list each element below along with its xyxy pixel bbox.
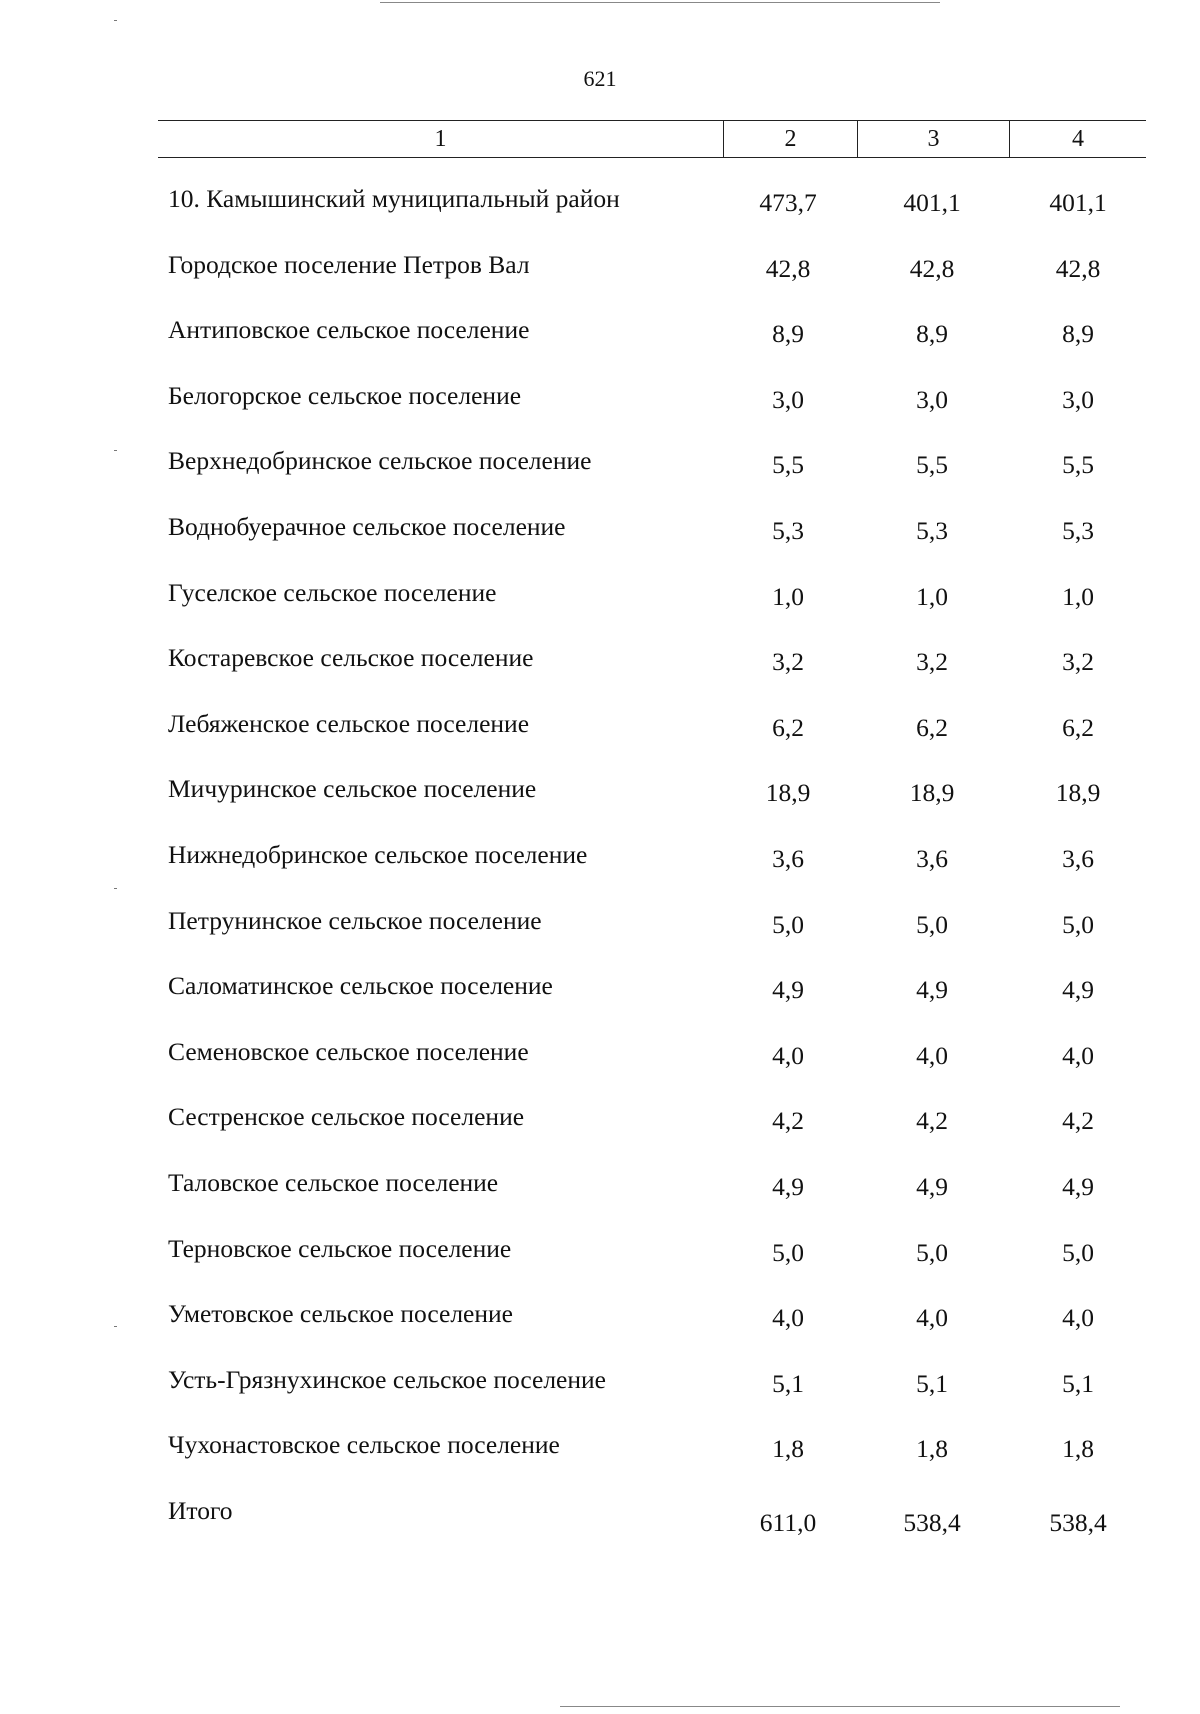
- row-name: Чухонастовское сельское поселение: [168, 1430, 560, 1460]
- row-value-col4: 5,0: [1062, 909, 1094, 939]
- row-value-col3: 5,5: [916, 450, 948, 480]
- row-value-col4: 18,9: [1055, 778, 1101, 808]
- row-value-col3: 4,0: [916, 1303, 948, 1333]
- row-value-col4: 8,9: [1062, 319, 1094, 349]
- row-value-col4: 1,0: [1062, 581, 1094, 611]
- table-row: [0, 1416, 1200, 1482]
- row-value-col3: 401,1: [903, 188, 961, 217]
- row-value-col4: 3,0: [1062, 384, 1094, 414]
- edge-mark: [114, 20, 117, 21]
- row-value-col2: 3,6: [772, 843, 804, 873]
- row-value-col4: 401,1: [1049, 188, 1107, 217]
- row-name: Мичуринское сельское поселение: [168, 774, 537, 804]
- row-name: Петрунинское сельское поселение: [168, 905, 542, 935]
- row-value-col3: 1,0: [916, 581, 948, 611]
- row-value-col3: 5,0: [916, 1237, 948, 1267]
- row-name: Сестренское сельское поселение: [168, 1102, 525, 1132]
- table-body: [0, 170, 1200, 1547]
- row-value-col3: 1,8: [916, 1434, 948, 1464]
- row-value-col4: 4,0: [1062, 1303, 1094, 1333]
- table-row: [0, 1023, 1200, 1089]
- row-value-col2: 42,8: [765, 253, 811, 283]
- column-header-1: 1: [158, 121, 724, 157]
- table-row: [0, 826, 1200, 892]
- row-name: Антиповское сельское поселение: [168, 315, 530, 345]
- row-name: Усть-Грязнухинское сельское поселение: [168, 1364, 606, 1394]
- row-value-col2: 4,9: [772, 1171, 804, 1201]
- table-row: [0, 498, 1200, 564]
- row-value-col2: 5,1: [772, 1368, 804, 1398]
- table-row: [0, 170, 1200, 236]
- row-value-col2: 4,9: [772, 975, 804, 1005]
- row-value-col4: 5,0: [1062, 1237, 1094, 1267]
- row-value-col2: 5,0: [772, 1237, 804, 1267]
- row-value-col3: 4,9: [916, 1171, 948, 1201]
- row-value-col4: 4,0: [1062, 1040, 1094, 1070]
- table-row: [0, 892, 1200, 958]
- row-name: Лебяженское сельское поселение: [168, 708, 530, 738]
- row-value-col3: 42,8: [909, 253, 955, 283]
- row-name: Воднобуерачное сельское поселение: [168, 511, 566, 541]
- row-value-col2: 4,0: [772, 1040, 804, 1070]
- row-value-col3: 18,9: [909, 778, 955, 808]
- row-value-col3: 5,1: [916, 1368, 948, 1398]
- row-value-col2: 3,2: [772, 647, 804, 677]
- row-name: Костаревское сельское поселение: [168, 643, 534, 673]
- row-name: Городское поселение Петров Вал: [168, 249, 530, 279]
- row-name: 10. Камышинский муниципальный район: [168, 184, 620, 213]
- row-value-col3: 4,2: [916, 1106, 948, 1136]
- row-value-col4: 1,8: [1062, 1434, 1094, 1464]
- row-value-col4: 5,3: [1062, 515, 1094, 545]
- row-value-col2: 1,8: [772, 1434, 804, 1464]
- row-value-col2: 5,3: [772, 515, 804, 545]
- row-value-col4: 3,6: [1062, 843, 1094, 873]
- row-value-col2: 18,9: [765, 778, 811, 808]
- table-row: [0, 1154, 1200, 1220]
- table-row: [0, 957, 1200, 1023]
- row-value-col4: 4,2: [1062, 1106, 1094, 1136]
- row-name: Итого: [168, 1495, 233, 1525]
- row-value-col2: 611,0: [759, 1507, 817, 1537]
- table-row: [0, 564, 1200, 630]
- table-row: [0, 301, 1200, 367]
- row-value-col2: 4,0: [772, 1303, 804, 1333]
- row-value-col3: 538,4: [903, 1507, 961, 1537]
- table-row: [0, 760, 1200, 826]
- scan-artifact-top: [380, 2, 940, 3]
- table-row: [0, 1220, 1200, 1286]
- row-value-col3: 5,3: [916, 515, 948, 545]
- row-name: Гуселское сельское поселение: [168, 577, 497, 607]
- row-name: Уметовское сельское поселение: [168, 1299, 513, 1329]
- column-header-3: 3: [858, 121, 1010, 157]
- row-value-col3: 8,9: [916, 319, 948, 349]
- row-name: Семеновское сельское поселение: [168, 1036, 529, 1066]
- table-row-total: [0, 1482, 1200, 1548]
- table-row: [0, 1088, 1200, 1154]
- row-name: Верхнедобринское сельское поселение: [168, 446, 592, 476]
- table-row: [0, 432, 1200, 498]
- row-value-col2: 6,2: [772, 712, 804, 742]
- row-value-col4: 6,2: [1062, 712, 1094, 742]
- table-row: [0, 1351, 1200, 1417]
- table-header: [158, 120, 1146, 158]
- row-value-col3: 3,2: [916, 647, 948, 677]
- page-number: 621: [583, 66, 617, 91]
- column-header-4: 4: [1072, 125, 1084, 152]
- scan-artifact-bottom: [560, 1706, 1120, 1707]
- row-name: Саломатинское сельское поселение: [168, 971, 553, 1001]
- row-value-col3: 6,2: [916, 712, 948, 742]
- row-value-col4: 5,1: [1062, 1368, 1094, 1398]
- row-value-col3: 3,6: [916, 843, 948, 873]
- row-value-col4: 4,9: [1062, 1171, 1094, 1201]
- table-row: [0, 695, 1200, 761]
- table-row: [0, 629, 1200, 695]
- row-value-col2: 3,0: [772, 384, 804, 414]
- row-value-col4: 3,2: [1062, 647, 1094, 677]
- row-name: Терновское сельское поселение: [168, 1233, 512, 1263]
- table-row: [0, 367, 1200, 433]
- row-value-col4: 42,8: [1055, 253, 1101, 283]
- row-value-col2: 4,2: [772, 1106, 804, 1136]
- row-value-col2: 473,7: [759, 188, 817, 217]
- row-value-col2: 5,5: [772, 450, 804, 480]
- row-value-col3: 5,0: [916, 909, 948, 939]
- row-value-col4: 4,9: [1062, 975, 1094, 1005]
- table-row: [0, 236, 1200, 302]
- row-name: Белогорское сельское поселение: [168, 380, 522, 410]
- row-value-col2: 8,9: [772, 319, 804, 349]
- column-header-2: 2: [724, 121, 858, 157]
- row-value-col4: 538,4: [1049, 1507, 1107, 1537]
- row-value-col3: 4,0: [916, 1040, 948, 1070]
- row-name: Таловское сельское поселение: [168, 1167, 499, 1197]
- row-value-col3: 4,9: [916, 975, 948, 1005]
- row-name: Нижнедобринское сельское поселение: [168, 839, 588, 869]
- table-row: [0, 1285, 1200, 1351]
- row-value-col2: 1,0: [772, 581, 804, 611]
- row-value-col2: 5,0: [772, 909, 804, 939]
- row-value-col3: 3,0: [916, 384, 948, 414]
- row-value-col4: 5,5: [1062, 450, 1094, 480]
